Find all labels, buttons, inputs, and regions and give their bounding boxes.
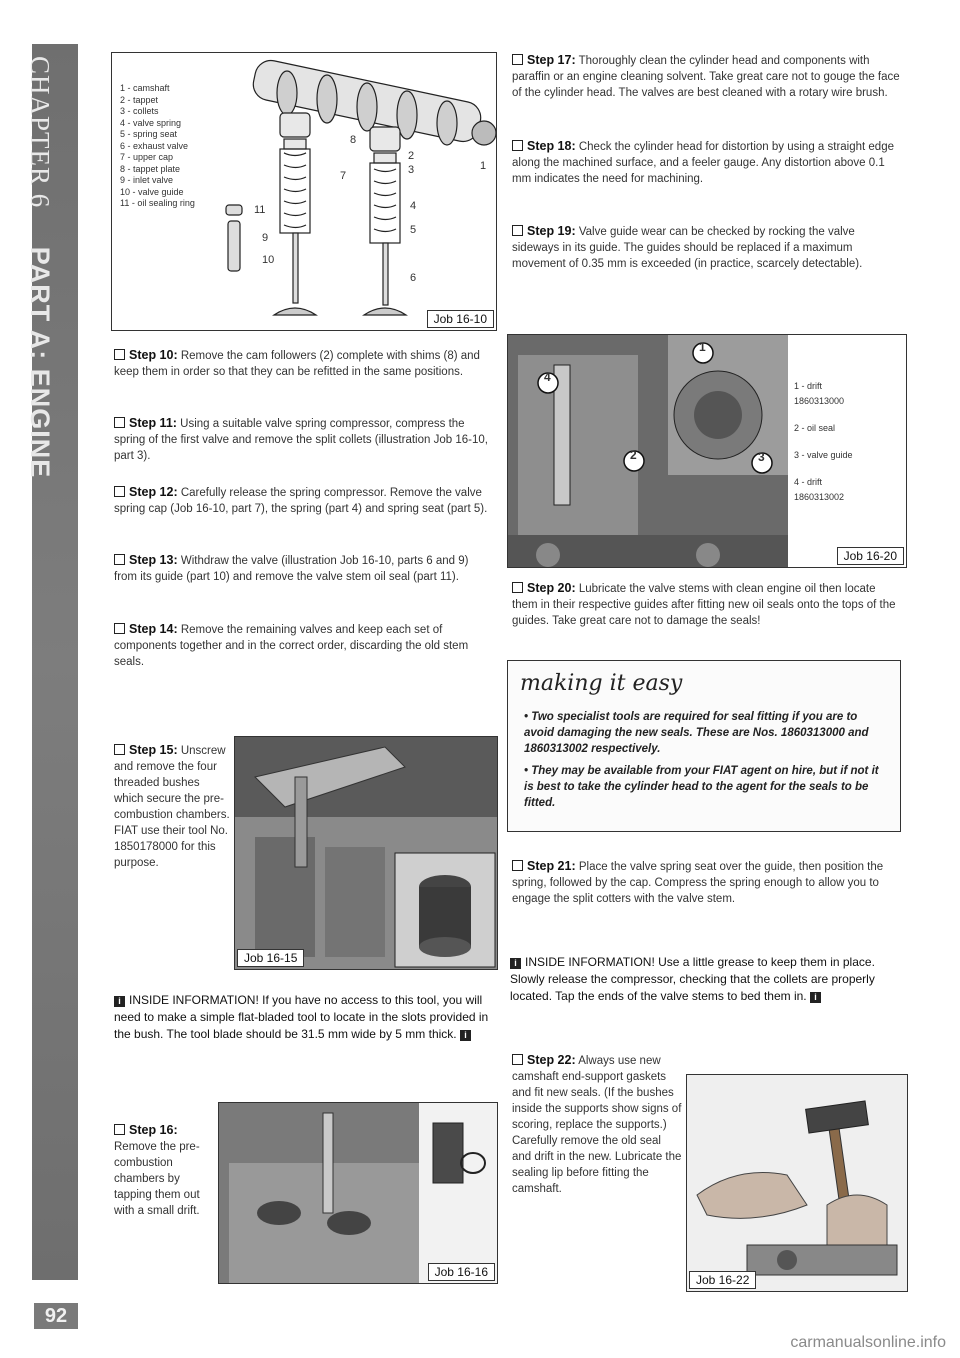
step-13: Step 13: Withdraw the valve (illustration Job 16-10, parts 6 and 9) from its guide (part 10) and remove the valve stem oil seal (part 11). (114, 553, 469, 583)
callout-label: 11 (254, 204, 266, 216)
figure-valve-assembly (111, 52, 497, 331)
legend-item: 4 - drift 1860313002 (794, 477, 845, 502)
callout-label: 7 (340, 170, 347, 182)
info-icon: i (810, 992, 821, 1003)
info-icon: i (460, 1030, 471, 1041)
legend-item: 3 - collets (120, 106, 159, 116)
sidebar-title (24, 56, 55, 478)
camshaft-seal-photo (687, 1075, 907, 1291)
step-21: Step 21: Place the valve spring seat over the guide, then position the spring, followed by the cap. Compress the spring enough to allow you to engage the split cotters with the valve stem. (512, 859, 884, 905)
step-14: Step 14: Remove the remaining valves and keep each set of components together and in the correct order, discarding the old stem seals. (114, 622, 469, 668)
part-label: PART A: ENGINE (25, 246, 55, 479)
step-16: Step 16: Remove the pre-combustion chambers by tapping them out with a small drift. (114, 1123, 200, 1217)
step-22: Step 22: Always use new camshaft end-support gaskets and fit new seals. (If the bushes inside the supports show signs of scoring, replace the supports.) Carefully remove the old seal and drift in the new. Lubricate the sealing lip before fitting the camshaft. (512, 1053, 682, 1195)
checkbox-icon (114, 744, 125, 755)
figure-bush-removal (234, 736, 498, 970)
legend-item: 2 - tappet (120, 94, 159, 105)
figure-tag: Job 16-16 (428, 1263, 495, 1281)
page-number: 92 (34, 1303, 78, 1329)
legend-item: 8 - tappet plate (120, 163, 181, 174)
checkbox-icon (114, 554, 125, 565)
step-17: Step 17: Thoroughly clean the cylinder head and components with paraffin or an engine cleaning solvent. Take great care not to gouge the face of the cylinder head. The valves are best cleaned with a rotary wire brush. (512, 53, 900, 99)
checkbox-icon (114, 1124, 125, 1135)
legend-item: 5 - spring seat (120, 129, 178, 139)
callout-label: 6 (410, 272, 417, 284)
step-19: Step 19: Valve guide wear can be checked by rocking the valve sideways in its guide. The guides should be replaced if a maximum movement of 0.35 mm is exceeded (in practice, scarcely detectable). (512, 224, 863, 270)
legend-item: 4 - valve spring (120, 117, 182, 128)
legend-item: 10 - valve guide (120, 186, 184, 197)
step-12: Step 12: Carefully release the spring compressor. Remove the valve spring cap (Job 16-10, part 7), the spring (part 4) and spring seat (part 5). (114, 485, 488, 515)
checkbox-icon (114, 417, 125, 428)
making-it-easy-tip (507, 660, 901, 832)
callout-label: 8 (350, 134, 357, 146)
info-icon: i (114, 996, 125, 1007)
callout-label: 3 (408, 164, 415, 176)
step-10: Step 10: Remove the cam followers (2) complete with shims (8) and keep them in order so that they can be refitted in the same positions. (114, 348, 480, 378)
checkbox-icon (512, 140, 523, 151)
figure-legend (794, 379, 874, 505)
figure-tag: Job 16-22 (689, 1271, 756, 1289)
legend-item: 6 - exhaust valve (120, 140, 189, 151)
callout-label: 10 (262, 254, 275, 266)
watermark: carmanualsonline.info (790, 1334, 946, 1351)
callout-label: 3 (758, 450, 765, 464)
info-icon: i (510, 958, 521, 969)
tip-line-2: • They may be available from your FIAT agent on hire, but if not it is best to take the cylinder head to the agent for the seals to be fitted. (524, 765, 879, 809)
figure-tag: Job 16-20 (837, 547, 904, 565)
step-11: Step 11: Using a suitable valve spring compressor, compress the spring of the first valve and remove the split collets (illustration Job 16-10, part 3). (114, 416, 488, 462)
legend-item: 2 - oil seal (794, 423, 836, 433)
checkbox-icon (512, 582, 523, 593)
checkbox-icon (114, 623, 125, 634)
checkbox-icon (512, 54, 523, 65)
legend-item: 7 - upper cap (120, 152, 174, 162)
legend-item: 1 - camshaft (120, 83, 170, 93)
valve-guide-drawing (226, 205, 242, 271)
bush-removal-photo (235, 737, 497, 969)
exhaust-valve-drawing (364, 127, 406, 315)
precombustion-photo (219, 1103, 497, 1283)
callout-label: 5 (410, 224, 417, 236)
legend-item: 3 - valve guide (794, 450, 853, 460)
chapter-label: CHAPTER 6 (25, 56, 55, 209)
legend-item: 9 - inlet valve (120, 175, 174, 185)
valve-assembly-drawing (112, 53, 496, 330)
checkbox-icon (114, 349, 125, 360)
callout-label: 4 (544, 370, 551, 384)
callout-label: 4 (410, 200, 417, 212)
inside-info-note-1: i INSIDE INFORMATION! If you have no access to this tool, you will need to make a simple flat-bladed tool to locate in the slots provided in the bush. The tool blade should be 31.5 mm wide by 5 mm thick. i (114, 993, 489, 1041)
figure-seal-fitting (507, 334, 907, 568)
checkbox-icon (512, 860, 523, 871)
callout-label: 1 (480, 160, 487, 172)
making-it-easy-logo: making it easy (520, 671, 683, 696)
figure-tag: Job 16-10 (427, 310, 494, 328)
callout-label: 1 (699, 340, 706, 354)
checkbox-icon (114, 486, 125, 497)
figure-camshaft-seal (686, 1074, 908, 1292)
legend-item: 1 - drift 1860313000 (794, 381, 845, 406)
callout-label: 2 (408, 150, 415, 162)
inside-info-note-2: i INSIDE INFORMATION! Use a little grease to keep them in place. Slowly release the compressor, checking that the collets are properly located. Tap the ends of the valve stems to bed them in. i (510, 955, 875, 1003)
step-18: Step 18: Check the cylinder head for distortion by using a straight edge along the machined surface, and a feeler gauge. Any distortion above 0.1 mm indicates the need for machining. (512, 139, 894, 185)
figure-tag: Job 16-15 (237, 949, 304, 967)
tip-line-1: • Two specialist tools are required for seal fitting if you are to avoid damaging the new seals. These are Nos. 1860313000 and 1860313002 respectively. (524, 711, 869, 755)
callout-label: 9 (262, 232, 269, 244)
step-15: Step 15: Unscrew and remove the four threaded bushes which secure the pre-combustion chambers. FIAT use their tool No. 1850178000 for this purpose. (114, 743, 230, 869)
callout-label: 2 (630, 448, 637, 462)
checkbox-icon (512, 225, 523, 236)
checkbox-icon (512, 1054, 523, 1065)
inlet-valve-drawing (274, 113, 316, 315)
step-20: Step 20: Lubricate the valve stems with clean engine oil then locate them in their respective guides after fitting new oil seals onto the tops of the guides. Take great care not to damage the seals! (512, 581, 896, 627)
figure-precombustion-chambers (218, 1102, 498, 1284)
legend-item: 11 - oil sealing ring (120, 198, 195, 208)
